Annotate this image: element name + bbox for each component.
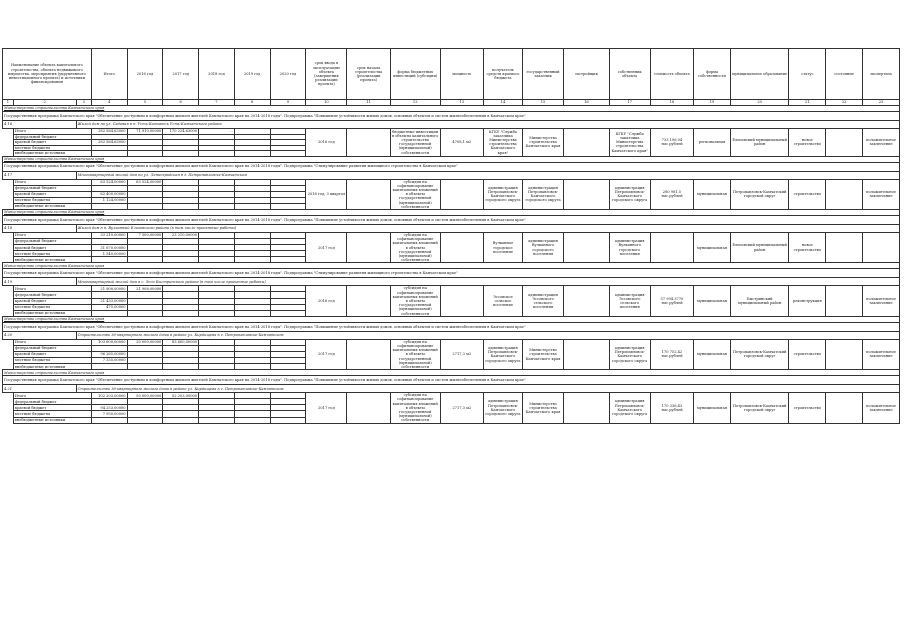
section-heading: Министерство строительства Камчатского края [3, 209, 900, 215]
expertise-cell: положительное заключение [863, 339, 900, 369]
fin-label-total: Итого [13, 286, 91, 292]
recipient-cell: администрация Петропавловск-Камчатского городского округа [483, 179, 522, 209]
value-total: 102 203,00000 [91, 393, 127, 399]
status-cell: реконструкция [789, 286, 826, 316]
power-cell [440, 286, 483, 316]
header-gov: государственный заказчик [522, 49, 563, 100]
value-total: 103 600,00000 [91, 339, 127, 345]
municipal-cell: Елизовский муниципальный район [730, 232, 789, 262]
start-cell [347, 232, 390, 262]
object-title: Строительство 36-квартирного жилого дома в районе ул. Кирдищева в г. Петропавловске-Камчатском [76, 385, 899, 393]
object-row [3, 121, 900, 129]
state-cell [826, 393, 863, 423]
col-num: 13 [440, 100, 483, 106]
recipient-cell: администрация Петропавловск-Камчатского городского округа [483, 393, 522, 423]
value-regional: 94 253,00000 [91, 405, 127, 411]
fin-label-other: внебюджетные источники [13, 364, 91, 370]
header-status: статус [789, 49, 826, 100]
value-total: 63 524,00000 [91, 179, 127, 185]
header-builder: застройщик [564, 49, 610, 100]
fin-label-total: Итого [13, 179, 91, 185]
col-num: 17 [609, 100, 650, 106]
state-cell [826, 286, 863, 316]
start-cell [347, 286, 390, 316]
col-num: 2 [13, 100, 76, 106]
header-cost: стоимость объекта [650, 49, 693, 100]
fin-label-total: Итого [13, 339, 91, 345]
col-num: 5 [127, 100, 163, 106]
recipient-cell: администрация Петропавловск-Камчатского городского округа [483, 339, 522, 369]
power-cell [440, 179, 483, 209]
value-2016: 20 000,00000 [127, 339, 163, 345]
power-cell [440, 232, 483, 262]
term-cell: 2016 год, 3 квартал [306, 179, 347, 209]
municipal-cell: Елизовский муниципальный район [730, 129, 789, 157]
fin-label-other: внебюджетные источники [13, 310, 91, 316]
start-cell [347, 339, 390, 369]
fin-label-other: внебюджетные источники [13, 203, 91, 209]
header-2020: 2020 год [270, 49, 306, 100]
document-table [2, 48, 900, 600]
fin-label-total: Итого [13, 232, 91, 238]
col-num: 10 [306, 100, 347, 106]
program-text: Государственная программа Камчатского края "Обеспечение доступным и комфортным жильем жителей Камчатского края на 2014-2018 годы". Подпрограмма "Стимулирование развития жилищного строительства в Камчатском крае" [3, 162, 900, 171]
header-2019: 2019 год [234, 49, 270, 100]
program-row [3, 162, 900, 171]
value-regional: 96 265,00000 [91, 351, 127, 357]
fin-label-local: местные бюджеты [13, 411, 91, 417]
col-num: 8 [234, 100, 270, 106]
fin-label-regional: краевой бюджет [13, 140, 91, 146]
value-2018: ... [199, 129, 235, 135]
fin-label-regional: краевой бюджет [13, 351, 91, 357]
form-cell: субсидия на софинансирование капитальных вложений в объекты государственной (муниципальной) собственности [390, 232, 440, 262]
fin-label-other: внебюджетные источники [13, 417, 91, 423]
recipient-cell: КГКУ "Служба заказчика Министерства строительства Камчатского края" [483, 129, 522, 157]
value-regional: 62 400,00000 [91, 191, 127, 197]
status-cell: новое строительство [789, 232, 826, 262]
value-2017: 52 203,00000 [163, 393, 199, 399]
value-total: 33 210,00000 [91, 232, 127, 238]
value-2016: 7 500,00000 [127, 232, 163, 238]
fin-label-local: местные бюджеты [13, 304, 91, 310]
state-cell [826, 232, 863, 262]
state-cell [826, 339, 863, 369]
object-row [3, 278, 900, 286]
municipal-cell: Петропавловск-Камчатский городской округ [730, 179, 789, 209]
object-number: 4.17 [3, 171, 77, 179]
header-recipient: получатель средств краевого бюджета [483, 49, 522, 100]
value-2016: 63 524,00000 [127, 179, 163, 185]
col-num: 9 [270, 100, 306, 106]
fin-label-federal: федеральный бюджет [13, 399, 91, 405]
header-municipal: муниципальное образование [730, 49, 789, 100]
owner-cell: администрация Вулканного городского поселения [609, 232, 650, 262]
term-cell: 2017 год [306, 232, 347, 262]
fin-label-total: Итого [13, 129, 91, 135]
col-num: 18 [650, 100, 693, 106]
fin-label-local: местные бюджеты [13, 197, 91, 203]
object-row [3, 385, 900, 393]
header-power: мощность [440, 49, 483, 100]
col-num: 14 [483, 100, 522, 106]
value-total: 21 908,00000 [91, 286, 127, 292]
section-heading: Министерство строительства Камчатского края [3, 370, 900, 376]
section-heading: Министерство строительства Камчатского края [3, 106, 900, 112]
builder-cell [564, 129, 610, 157]
object-number: 4.21 [3, 385, 77, 393]
value-2016: 21 908,00000 [127, 286, 163, 292]
expertise-cell: положительное заключение [863, 286, 900, 316]
object-title: Многоквартирный жилой дом в с. Эссо Быстринского района (в том числе проектные работы) [76, 278, 899, 286]
builder-cell [564, 393, 610, 423]
builder-cell [564, 179, 610, 209]
object-title: Строительство 36-квартирного жилого дома в районе ул. Кирдищева в г. Петропавловске-Камчатском [76, 331, 899, 339]
col-num: 1 [3, 100, 14, 106]
fin-label-federal: федеральный бюджет [13, 185, 91, 191]
col-num: 16 [564, 100, 610, 106]
fin-label-regional: краевой бюджет [13, 405, 91, 411]
value-regional: 282 564,63000 [91, 140, 127, 146]
cost-cell: 170 336,43 тыс.рублей [650, 393, 693, 423]
recipient-cell: Вулканное городское поселение [483, 232, 522, 262]
header-2017: 2017 год [163, 49, 199, 100]
header-start: срок начала строительства (реализации проекта) [347, 49, 390, 100]
municipal-cell: Петропавловск-Камчатский городской округ [730, 339, 789, 369]
object-row [3, 331, 900, 339]
object-number: 4.20 [3, 331, 77, 339]
ownform-cell: региональная [694, 129, 731, 157]
value-2017: 83 600,00000 [163, 339, 199, 345]
start-cell [347, 393, 390, 423]
object-title: Жилой дом по ул. Садовая в п. Усть-Камчатск Усть-Камчатского района [76, 121, 899, 129]
value-regional: 31 670,00000 [91, 245, 127, 251]
builder-cell [564, 232, 610, 262]
header-state: состояние [826, 49, 863, 100]
power-cell: 2717,3 м2 [440, 339, 483, 369]
cost-cell [650, 232, 693, 262]
value-local: 7 950,00000 [91, 411, 127, 417]
cost-cell: 57 994,3770 тыс.рублей [650, 286, 693, 316]
ownform-cell: муниципальная [694, 179, 731, 209]
form-cell: субсидия на софинансирование капитальных вложений в объекты государственной (муниципальной) собственности [390, 339, 440, 369]
object-row [3, 171, 900, 179]
investment-table [2, 48, 900, 424]
col-num: 23 [863, 100, 900, 106]
col-num: 7 [199, 100, 235, 106]
owner-cell: КГКУ "Служба заказчика Министерства строительства Камчатского края" [609, 129, 650, 157]
power-cell: 4708,1 м2 [440, 129, 483, 157]
object-title: Жилой дом в п. Вулканный Елизовского района (в том числе проектные работы) [76, 224, 899, 232]
header-total: Итого [91, 49, 127, 100]
status-cell: строительство [789, 393, 826, 423]
header-form: форма бюджетных инвестиций (субсидии) [390, 49, 440, 100]
fin-label-local: местные бюджеты [13, 358, 91, 364]
fin-label-total: Итого [13, 393, 91, 399]
col-num: 11 [347, 100, 390, 106]
value-local: 475,00000 [91, 304, 127, 310]
program-row [3, 269, 900, 278]
fin-total-row [3, 129, 900, 135]
header-2018: 2018 год [199, 49, 235, 100]
term-cell: 2017 год [306, 393, 347, 423]
form-cell: бюджетные инвестиции в объекты капитального строительства государственной (муниципальной) собственности [392, 129, 439, 155]
term-cell: 2016 год [306, 286, 347, 316]
object-number: 4.16 [3, 121, 77, 129]
cost-cell: 733 196,04 тыс.рублей [650, 129, 693, 157]
section-heading: Министерство строительства Камчатского края [3, 316, 900, 322]
gov-cell: Министерство строительства Камчатского края [522, 393, 563, 423]
start-cell [347, 129, 390, 157]
value-local: 7 335,00000 [91, 358, 127, 364]
builder-cell [564, 339, 610, 369]
col-num: 19 [694, 100, 731, 106]
col-num: 15 [522, 100, 563, 106]
value-2016: 71 910,00000 [127, 129, 163, 135]
object-number: 4.19 [3, 278, 77, 286]
fin-label-federal: федеральный бюджет [13, 239, 91, 245]
col-num: 6 [163, 100, 199, 106]
fin-label-federal: федеральный бюджет [13, 292, 91, 298]
program-text: Государственная программа Камчатского края "Обеспечение доступным и комфортным жильем жителей Камчатского края на 2014-2018 годы". Подпрограмма "Повышение устойчивости жилых домов, основных объектов и систем жизнеобеспечения в Камчатском крае" [3, 112, 900, 121]
section-heading: Министерство строительства Камчатского края [3, 263, 900, 269]
col-num: 20 [730, 100, 789, 106]
value-2017: 23 210,00000 [163, 232, 199, 238]
state-cell [826, 179, 863, 209]
status-cell: новое строительство [789, 129, 826, 157]
program-text: Государственная программа Камчатского края "Обеспечение доступным и комфортным жильем жителей Камчатского края на 2014-2018 годы". Подпрограмма "Повышение устойчивости жилых домов, основных объектов и систем жизнеобеспечения в Камчатском крае" [3, 322, 900, 331]
value-2016: 50 000,00000 [127, 393, 163, 399]
program-text: Государственная программа Камчатского края "Обеспечение доступным и комфортным жильем жителей Камчатского края на 2014-2018 годы". Подпрограмма "Повышение устойчивости жилых домов, основных объектов и систем жизнеобеспечения в Камчатском крае" [3, 376, 900, 385]
gov-cell: Министерство строительства Камчатского края [522, 129, 563, 157]
object-row [3, 224, 900, 232]
col-num: 21 [789, 100, 826, 106]
value-2017: 170 224,63000 [163, 129, 199, 135]
expertise-cell [863, 232, 900, 262]
gov-cell: администрация Вулканного городского поселения [522, 232, 563, 262]
section-heading: Министерство строительства Камчатского края [3, 156, 900, 162]
power-cell: 2717,3 м2 [440, 393, 483, 423]
table-body [3, 106, 900, 424]
program-text: Государственная программа Камчатского края "Обеспечение доступным и комфортным жильем жителей Камчатского края на 2014-2018 годы". Подпрограмма "Повышение устойчивости жилых домов, основных объектов и систем жизнеобеспечения в Камчатском крае" [3, 215, 900, 224]
form-cell: субсидия на софинансирование капитальных вложений в объекты государственной (муниципальной) собственности [390, 179, 440, 209]
ownform-cell: муниципальная [694, 232, 731, 262]
fin-label-other: внебюджетные источники [13, 151, 91, 157]
form-cell: субсидия на софинансирование капитальных вложений в объекты государственной (муниципальной) собственности [390, 286, 440, 316]
fin-label-other: внебюджетные источники [13, 257, 91, 263]
municipal-cell: Быстринский муниципальный район [730, 286, 789, 316]
status-cell: строительство [789, 339, 826, 369]
header-2016: 2016 год [127, 49, 163, 100]
cost-cell: 170 752,42 тыс.рублей [650, 339, 693, 369]
start-cell [347, 179, 390, 209]
gov-cell: администрация Эссовского сельского поселения [522, 286, 563, 316]
recipient-cell: Эссовское сельское поселение [483, 286, 522, 316]
state-cell [826, 129, 863, 157]
ownform-cell: муниципальная [694, 339, 731, 369]
municipal-cell: Петропавловск-Камчатский городской округ [730, 393, 789, 423]
value-regional: 21 433,00000 [91, 298, 127, 304]
owner-cell: администрация Эссовского сельского поселения [609, 286, 650, 316]
owner-cell: администрация Петропавловск-Камчатского городского округа [609, 393, 650, 423]
fin-label-federal: федеральный бюджет [13, 134, 91, 140]
header-ownform: форма собственности [694, 49, 731, 100]
owner-cell: администрация Петропавловск-Камчатского городского округа [609, 179, 650, 209]
object-title: Многоквартирный жилой дом по ул. Ленинградская в г. Петропавловске-Камчатском [76, 171, 899, 179]
col-num: 4 [91, 100, 127, 106]
fin-label-regional: краевой бюджет [13, 191, 91, 197]
form-cell: субсидия на софинансирование капитальных вложений в объекты государственной (муниципальной) собственности [390, 393, 440, 423]
ownform-cell: муниципальная [694, 286, 731, 316]
owner-cell: администрация Петропавловск-Камчатского городского округа [609, 339, 650, 369]
header-name: Наименование объекта капитального строительства, объекта недвижимого имущества, мероприятия (укрупненного инвестиционного проекта) и источники финансирования [3, 49, 92, 100]
expertise-cell: положительное заключение [863, 179, 900, 209]
col-num: 22 [826, 100, 863, 106]
col-num: 3 [76, 100, 91, 106]
fin-label-regional: краевой бюджет [13, 245, 91, 251]
fin-label-federal: федеральный бюджет [13, 345, 91, 351]
col-num: 12 [390, 100, 440, 106]
object-number: 4.18 [3, 224, 77, 232]
status-cell: строительство [789, 179, 826, 209]
header-row [3, 49, 900, 100]
program-row [3, 112, 900, 121]
value-total: 282 564,63000 [91, 129, 127, 135]
cost-cell: 280 981,5 тыс.рублей [650, 179, 693, 209]
header-expertise: экспертиза [863, 49, 900, 100]
fin-label-regional: краевой бюджет [13, 298, 91, 304]
program-row [3, 322, 900, 331]
program-row [3, 376, 900, 385]
expertise-cell: положительное заключение [863, 129, 900, 157]
program-text: Государственная программа Камчатского края "Обеспечение доступным и комфортным жильем жителей Камчатского края на 2014-2018 годы". Подпрограмма "Стимулирование развития жилищного строительства в Камчатском крае" [3, 269, 900, 278]
value-local: 1 124,00000 [91, 197, 127, 203]
term-cell: 2017 год [306, 339, 347, 369]
ownform-cell: муниципальная [694, 393, 731, 423]
gov-cell: администрация Петропавловск-Камчатского городского округа [522, 179, 563, 209]
header-owner: собственник объекта [609, 49, 650, 100]
expertise-cell: положительное заключение [863, 393, 900, 423]
builder-cell [564, 286, 610, 316]
fin-label-local: местные бюджеты [13, 251, 91, 257]
gov-cell: Министерство строительства Камчатского края [522, 339, 563, 369]
term-cell: 2016 год [306, 129, 347, 157]
value-local: 1 540,00000 [91, 251, 127, 257]
header-term: срок ввода в эксплуатацию объекта (завершения реализации проекта) [306, 49, 347, 100]
program-row [3, 215, 900, 224]
fin-label-local: местные бюджеты [13, 145, 91, 151]
